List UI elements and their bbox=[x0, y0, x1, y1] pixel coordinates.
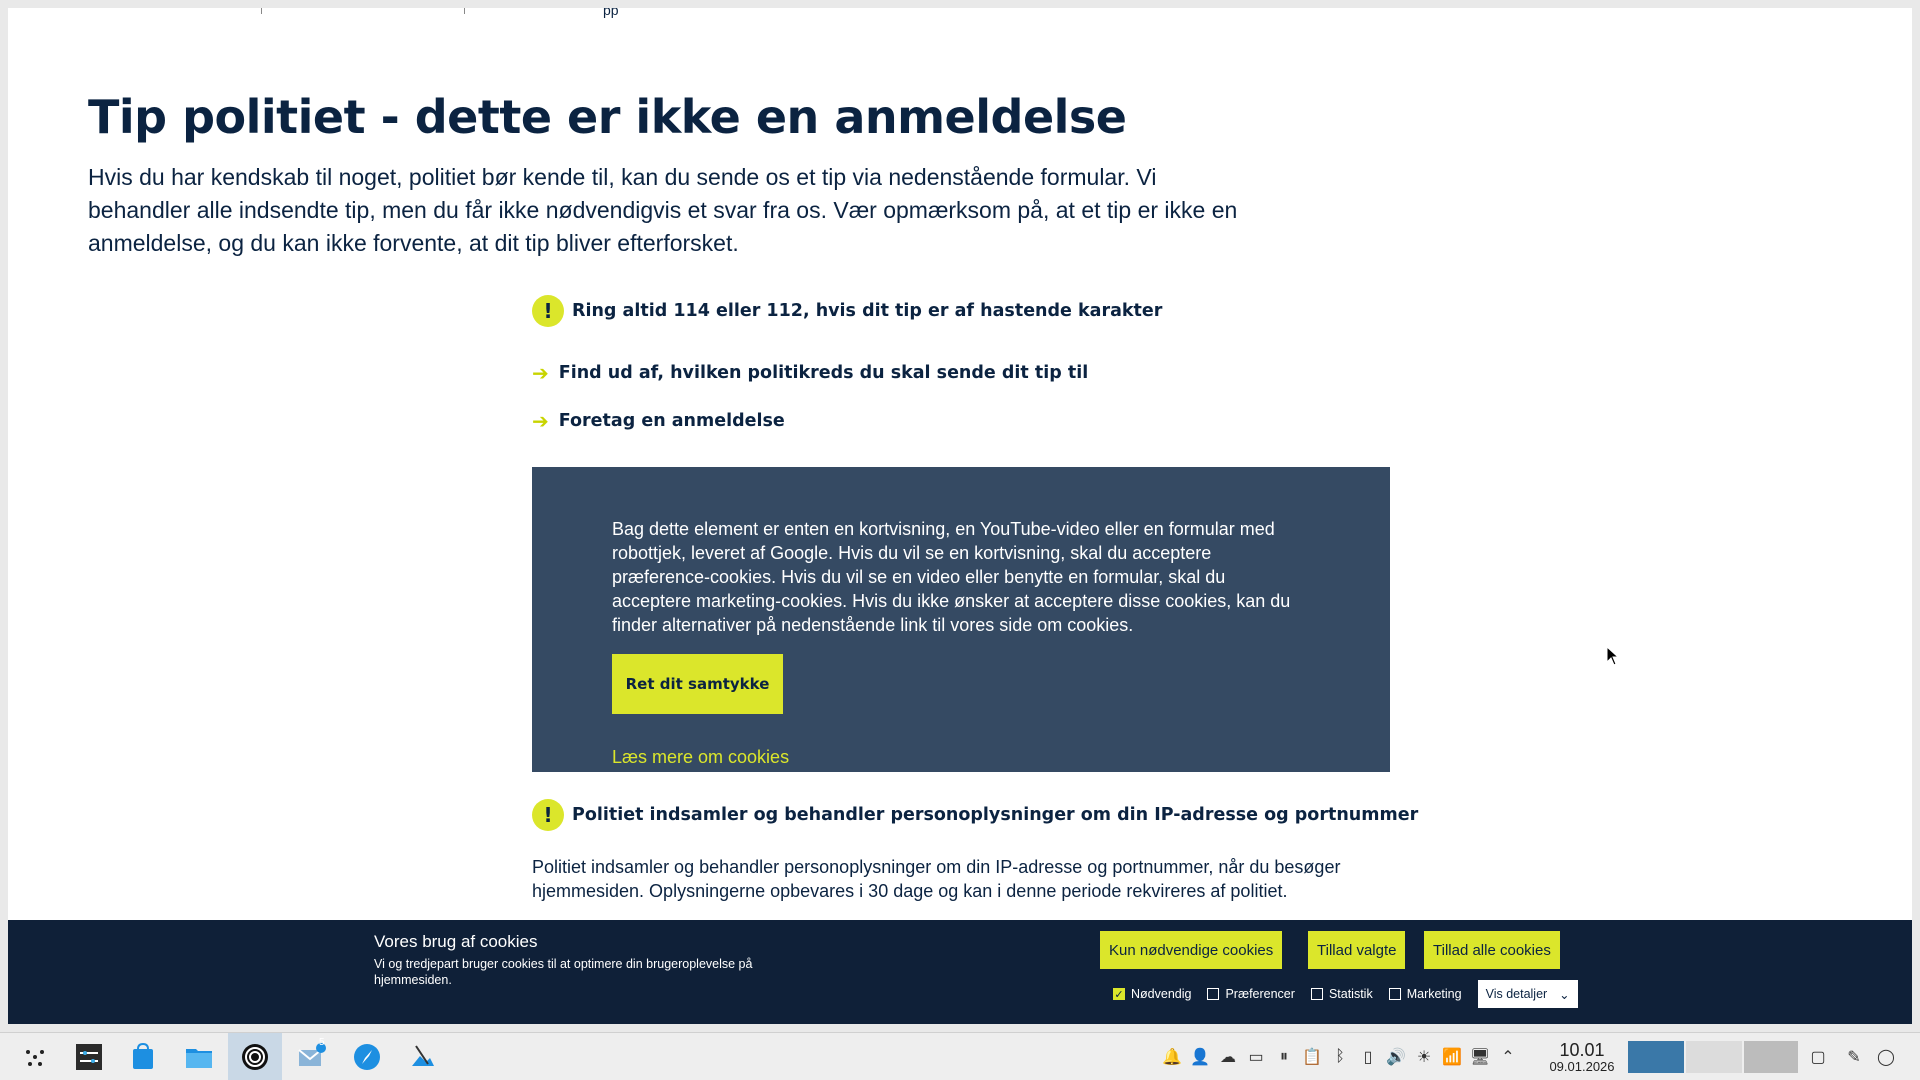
image-viewer-icon[interactable] bbox=[396, 1033, 450, 1080]
arrow-right-icon: ➔ bbox=[532, 409, 549, 433]
cookie-title: Vores brug af cookies bbox=[374, 932, 538, 951]
browser-page bbox=[8, 8, 1912, 1020]
embed-placeholder bbox=[532, 467, 1390, 772]
embed-text: Bag dette element er enten en kortvisning, en YouTube-video eller en formular med robottjek, leveret af Google. Hvis du vil se en kortvisning, skal du acceptere præference-cookies. Hvis du vil se en video eller benytte en formular, skal du acceptere marketing-cookies. Hvis du ikke ønsker at acceptere disse cookies, kan du finder alternativer på nedenstående link til vores side om cookies. bbox=[612, 519, 1291, 635]
wifi-icon[interactable]: 📶 bbox=[1442, 1049, 1462, 1066]
checkbox-box[interactable] bbox=[1311, 988, 1323, 1000]
ip-notice-text: Politiet indsamler og behandler personoplysninger om din IP-adresse og portnummer bbox=[572, 805, 1419, 825]
allow-all-button[interactable]: Tillad alle cookies bbox=[1424, 931, 1560, 969]
user-icon[interactable]: 👤 bbox=[1190, 1049, 1210, 1066]
terminal-icon[interactable]: ▭ bbox=[1248, 1049, 1264, 1066]
taskbar bbox=[0, 1032, 1920, 1080]
brightness-icon[interactable]: ☀ bbox=[1416, 1049, 1432, 1066]
pen-icon[interactable]: ✎ bbox=[1847, 1049, 1861, 1066]
change-consent-button[interactable]: Ret dit samtykke bbox=[612, 654, 783, 714]
necessary-cookies-button[interactable]: Kun nødvendige cookies bbox=[1100, 931, 1282, 969]
cookie-checkboxes bbox=[1113, 980, 1578, 1008]
link-politikreds[interactable] bbox=[532, 361, 1088, 385]
checkbox-label: Nødvendig bbox=[1131, 987, 1192, 1001]
cloud-sync-icon[interactable]: ☁ bbox=[1220, 1049, 1236, 1066]
compass-app-icon[interactable] bbox=[340, 1033, 394, 1080]
system-tray bbox=[1158, 1033, 1522, 1080]
checkbox-preferences[interactable] bbox=[1207, 987, 1294, 1001]
urgent-notice bbox=[532, 295, 1162, 327]
link-anmeldelse[interactable] bbox=[532, 409, 785, 433]
checkbox-box[interactable] bbox=[1207, 988, 1219, 1000]
desktop-3[interactable] bbox=[1744, 1041, 1798, 1073]
cookie-banner bbox=[8, 920, 1912, 1024]
top-strip bbox=[8, 8, 1912, 18]
page-title: Tip politiet - dette er ikke en anmeldelse bbox=[88, 90, 1127, 144]
checkbox-box[interactable]: ✓ bbox=[1114, 988, 1124, 1001]
link-label[interactable]: Find ud af, hvilken politikreds du skal sende dit tip til bbox=[558, 363, 1089, 383]
clipboard-icon[interactable]: 📋 bbox=[1302, 1049, 1322, 1066]
checkbox-marketing[interactable] bbox=[1389, 987, 1462, 1001]
software-store-icon[interactable] bbox=[116, 1033, 170, 1080]
cut-off-text: pp bbox=[603, 8, 619, 18]
circle-icon[interactable]: ◯ bbox=[1877, 1049, 1895, 1066]
volume-icon[interactable]: 🔊 bbox=[1386, 1049, 1406, 1066]
desktop-2[interactable] bbox=[1686, 1041, 1742, 1073]
bluetooth-icon[interactable]: ᛒ bbox=[1335, 1048, 1345, 1065]
checkbox-label: Præferencer bbox=[1225, 987, 1295, 1001]
mail-badge: 5 bbox=[319, 1037, 325, 1048]
allow-selected-button[interactable]: Tillad valgte bbox=[1308, 931, 1405, 969]
checkbox-statistics[interactable] bbox=[1311, 987, 1373, 1001]
ip-notice bbox=[532, 799, 1418, 831]
chevron-up-icon[interactable]: ⌃ bbox=[1501, 1049, 1515, 1066]
link-label[interactable]: Foretag en anmeldelse bbox=[558, 411, 785, 431]
checkbox-box[interactable] bbox=[1389, 988, 1401, 1000]
file-manager-icon[interactable] bbox=[172, 1033, 226, 1080]
checkbox-label: Marketing bbox=[1406, 987, 1462, 1001]
app-launcher-icon[interactable] bbox=[8, 1033, 62, 1080]
pause-icon[interactable]: ⏸ bbox=[1279, 1048, 1288, 1065]
urgent-notice-text: Ring altid 114 eller 112, hvis dit tip er af hastende karakter bbox=[572, 301, 1163, 321]
read-more-cookies-link[interactable]: Læs mere om cookies bbox=[612, 747, 790, 767]
desktop-1[interactable] bbox=[1628, 1041, 1684, 1073]
exclamation-icon: ! bbox=[532, 295, 564, 327]
clock[interactable] bbox=[1542, 1041, 1622, 1075]
divider bbox=[464, 8, 465, 14]
browser-icon[interactable] bbox=[228, 1033, 282, 1080]
chevron-down-icon: ⌄ bbox=[1559, 987, 1570, 1002]
show-desktop-icon[interactable]: ▢ bbox=[1810, 1049, 1826, 1066]
mouse-cursor-icon bbox=[1606, 646, 1620, 666]
cookie-description: Vi og tredjepart bruger cookies til at optimere din brugeroplevelse på hjemmesiden. bbox=[374, 957, 753, 987]
ip-text: Politiet indsamler og behandler personoplysninger om din IP-adresse og portnummer, når du besøger hjemmesiden. Oplysningerne opbevares i 30 dage og kan i denne periode rekvireres af politiet. bbox=[532, 857, 1341, 901]
display-icon[interactable]: 🖥 bbox=[1469, 1049, 1491, 1066]
system-settings-icon[interactable] bbox=[62, 1033, 116, 1080]
exclamation-icon: ! bbox=[532, 799, 564, 831]
clock-time: 10.01 bbox=[1559, 1040, 1605, 1060]
checkbox-necessary[interactable] bbox=[1113, 987, 1191, 1001]
show-details-label: Vis detaljer bbox=[1485, 987, 1548, 1001]
arrow-right-icon: ➔ bbox=[532, 361, 549, 385]
show-details-select[interactable] bbox=[1478, 980, 1578, 1008]
checkbox-label: Statistik bbox=[1328, 987, 1373, 1001]
notifications-icon[interactable]: 🔔 bbox=[1162, 1049, 1182, 1066]
device-icon[interactable]: ▯ bbox=[1363, 1049, 1373, 1066]
mail-icon[interactable] bbox=[284, 1033, 338, 1080]
clock-date: 09.01.2026 bbox=[1549, 1059, 1615, 1074]
intro-text: Hvis du har kendskab til noget, politiet bør kende til, kan du sende os et tip via nedenstående formular. Vi behandler alle indsendte tip, men du får ikke nødvendigvis et svar fra os. Vær opmærksom på, at et tip er ikke en anmeldelse, og du kan ikke forvente, at dit tip bliver efterforsket. bbox=[88, 164, 1238, 256]
divider bbox=[261, 8, 262, 14]
